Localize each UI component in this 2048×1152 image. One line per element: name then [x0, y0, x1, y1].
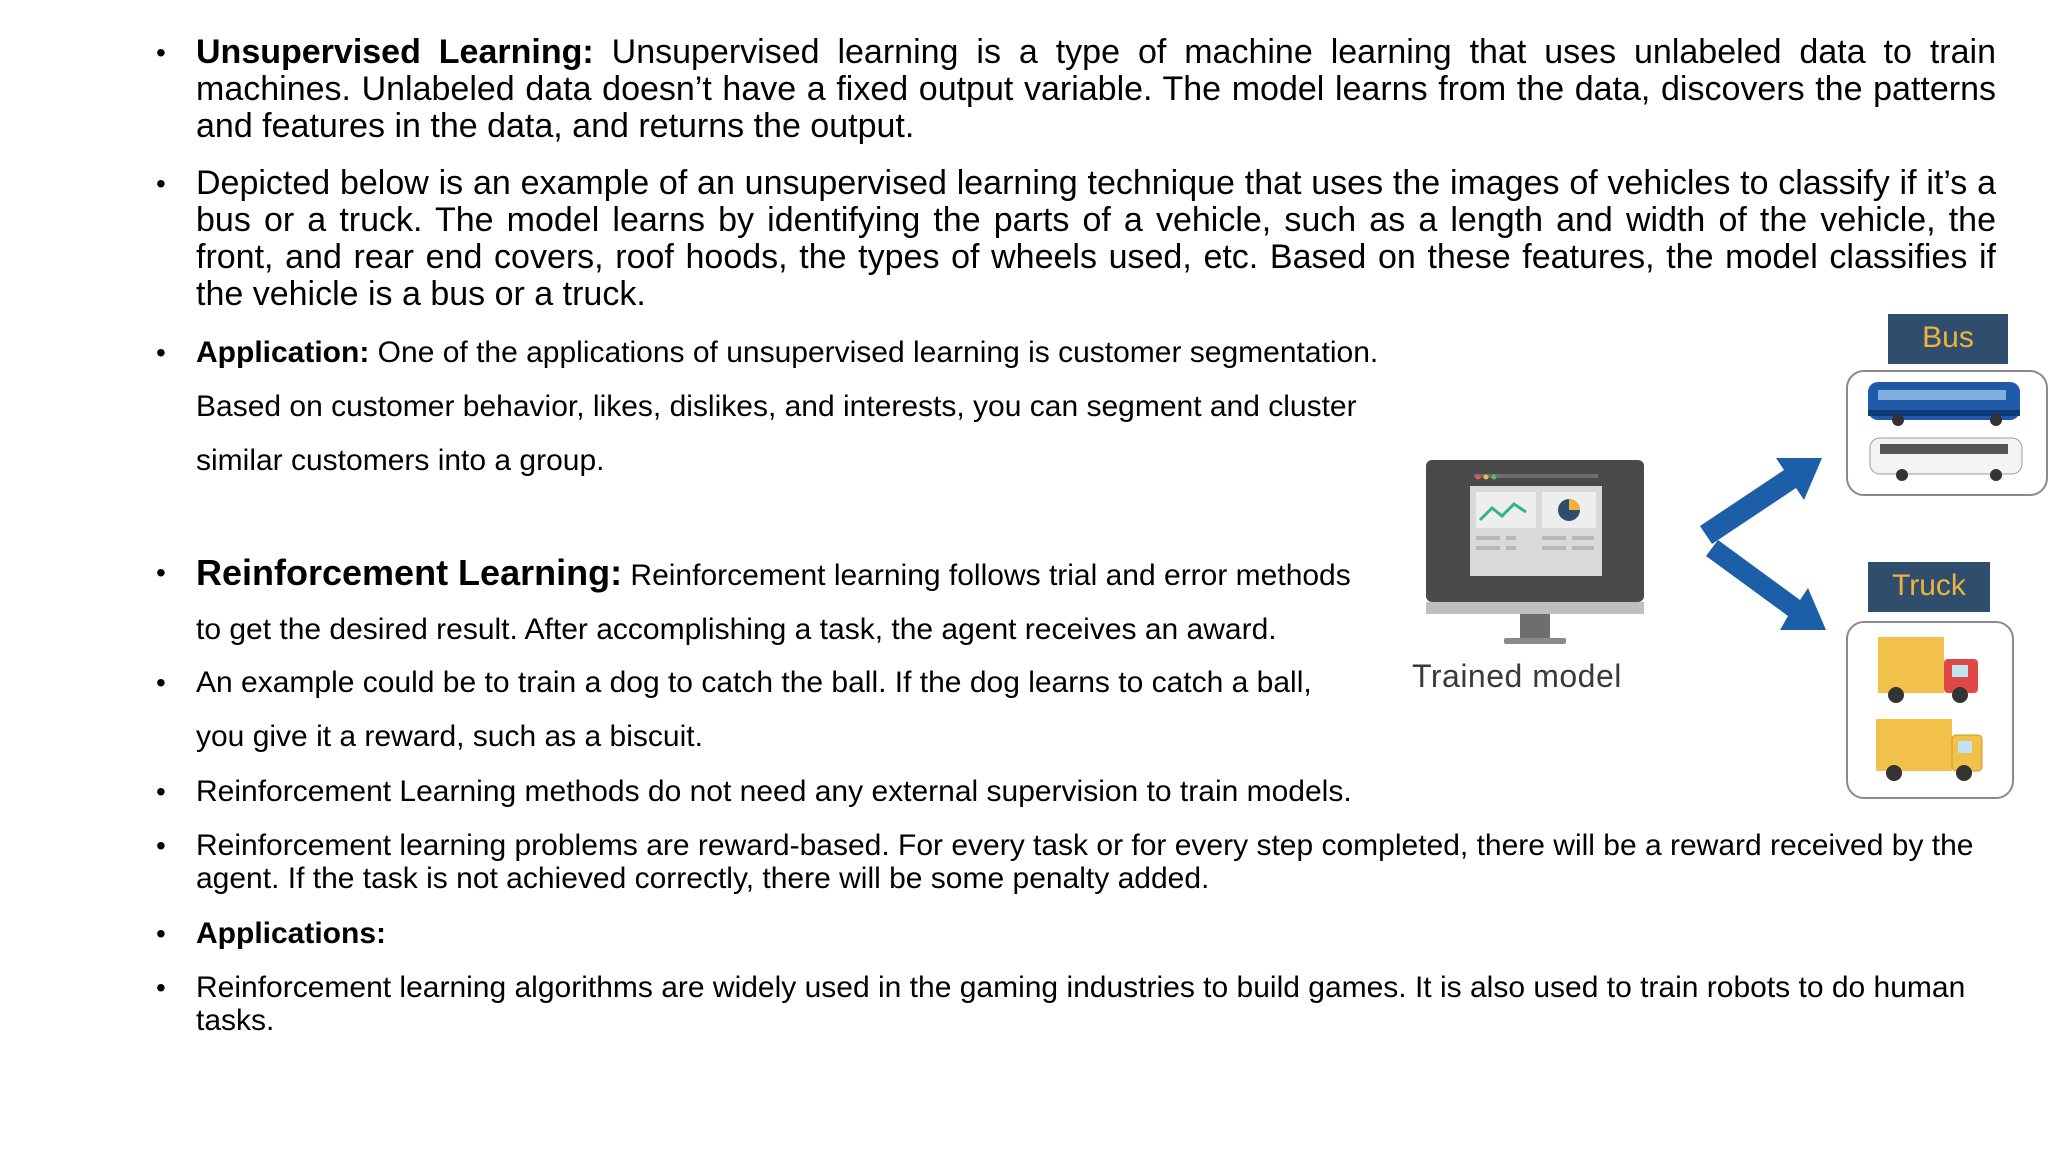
bullet-text: Depicted below is an example of an unsupervised learning technique that uses the images of vehicles to classify if it’s a bus or a truck. The model learns by identifying the parts of a vehicle, such as a length and width of the vehicle, the front, and rear end covers, roof hoods, the types of wheels used, etc. Based on these features, the model classifies if the vehicle is a bus or a truck.	[196, 164, 1996, 313]
truck-panel	[1846, 621, 2014, 799]
bullet-reinforcement-learning	[196, 546, 1456, 657]
bullet-text: • Reinforcement Learning methods do not need any external supervision to train models.	[196, 775, 1352, 808]
bullet-text: • Reinforcement learning problems are reward-based. For every task or for every step completed, there will be a reward received by the agent. If the task is not achieved correctly, there will be some penalty added.	[196, 829, 1974, 895]
bullet-no-supervision	[196, 765, 1596, 819]
trained-model-label: Trained model	[1412, 658, 1622, 694]
bullet-line: to get the desired result. After accomplishing a task, the agent receives an award.	[196, 613, 1277, 646]
bus-label: Bus	[1888, 314, 2008, 364]
bullet-dog-example	[196, 656, 1456, 764]
bullet-line: similar customers into a group.	[196, 444, 605, 477]
bullet-line: Reinforcement learning follows trial and error methods	[630, 559, 1351, 592]
bullet-line: Based on customer behavior, likes, dislikes, and interests, you can segment and cluster	[196, 390, 1357, 423]
bullet-text: Unsupervised learning is a type of machine learning that uses unlabeled data to train machines. Unlabeled data doesn’t have a fixed output variable. The model learns from the data, discovers the patterns and features in the data, and returns the output.	[196, 33, 1996, 145]
truck-label: Truck	[1868, 562, 1990, 612]
arrows-icon	[1690, 450, 1830, 650]
bullet-applications	[196, 917, 1986, 950]
bullet-reward-based	[196, 829, 1986, 895]
bullet-line: One of the applications of unsupervised learning is customer segmentation.	[377, 336, 1379, 369]
bullet-line: • An example could be to train a dog to catch the ball. If the dog learns to catch a ball,	[196, 666, 1312, 699]
bullet-title: Unsupervised Learning:	[196, 33, 594, 71]
bullet-application	[196, 326, 1456, 488]
bullet-text: • Reinforcement learning algorithms are widely used in the gaming industries to build games. It is also used to train robots to do human tasks.	[196, 971, 1966, 1037]
bus-panel	[1846, 370, 2048, 496]
bullet-title: Application:	[196, 336, 370, 369]
bullet-gaming	[196, 971, 1986, 1037]
bullet-title: Reinforcement Learning:	[196, 552, 623, 593]
bullet-unsupervised-learning	[196, 34, 1996, 145]
monitor-icon	[1426, 460, 1646, 650]
bullet-example-vehicles	[196, 165, 1996, 313]
bullet-title: Applications:	[196, 917, 387, 950]
bullet-line: you give it a reward, such as a biscuit.	[196, 720, 703, 753]
bus-icon	[1848, 372, 2046, 494]
truck-icon	[1848, 623, 2012, 797]
